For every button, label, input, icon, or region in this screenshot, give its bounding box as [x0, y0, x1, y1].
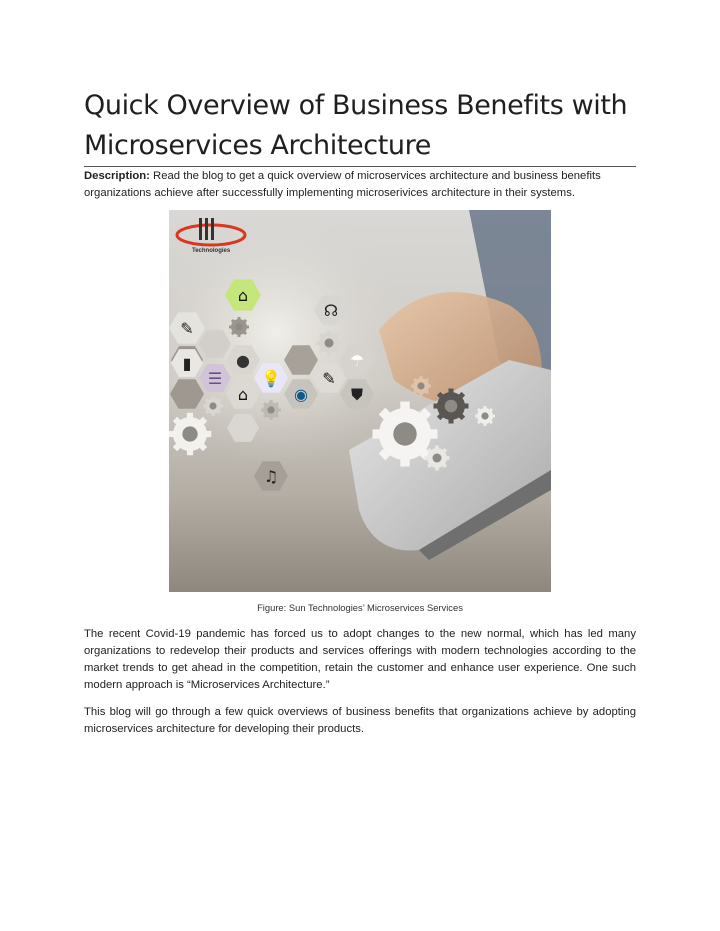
- svg-text:⌂: ⌂: [237, 286, 249, 305]
- svg-text:⛊: ⛊: [350, 385, 364, 404]
- svg-text:✎: ✎: [322, 369, 336, 388]
- figure-caption: Figure: Sun Technologies’ Microservices Services: [257, 602, 463, 613]
- page-title: Quick Overview of Business Benefits with Microservices Architecture: [84, 90, 628, 161]
- description-label: Description:: [84, 170, 150, 182]
- figure-image: [169, 210, 551, 592]
- body-paragraph-1: The recent Covid-19 pandemic has forced us to adopt changes to the new normal, which has led many organizations to redevelop their products and services offerings with modern technologies according to the market trends to get ahead in the competition, retain the customer and enhance user experience. One such modern approach is “Microservices Architecture.”: [84, 628, 636, 691]
- gear-icon: [411, 376, 431, 396]
- svg-text:◉: ◉: [294, 385, 308, 404]
- logo-text: Technologies: [192, 248, 231, 254]
- figure-illustration: [169, 210, 551, 592]
- gear-icon: [261, 400, 281, 420]
- gear-icon: [203, 396, 223, 416]
- svg-text:♫: ♫: [263, 467, 279, 486]
- gear-icon: [229, 317, 249, 337]
- svg-text:⌂: ⌂: [237, 385, 249, 404]
- svg-text:●: ●: [236, 351, 250, 370]
- gear-icon: [425, 446, 450, 471]
- gear-icon: [169, 413, 211, 456]
- svg-text:💡: 💡: [261, 369, 281, 388]
- description-text: Read the blog to get a quick overview of microservices architecture and business benefits organizations achieve after successfully implementing microserivices architecture in their systems.: [84, 170, 601, 199]
- svg-text:☂: ☂: [349, 351, 365, 370]
- gear-icon: [475, 406, 495, 426]
- svg-text:▮: ▮: [182, 354, 192, 373]
- gear-icon: [317, 331, 342, 356]
- svg-text:✎: ✎: [180, 319, 194, 338]
- svg-text:☊: ☊: [323, 301, 339, 320]
- svg-text:☰: ☰: [207, 369, 223, 388]
- title-divider: [84, 166, 636, 167]
- body-paragraph-2: This blog will go through a few quick overviews of business benefits that organizations achieve by adopting microservices architecture for developing their products.: [84, 706, 636, 735]
- description: [84, 168, 636, 202]
- gear-icon: [434, 389, 469, 424]
